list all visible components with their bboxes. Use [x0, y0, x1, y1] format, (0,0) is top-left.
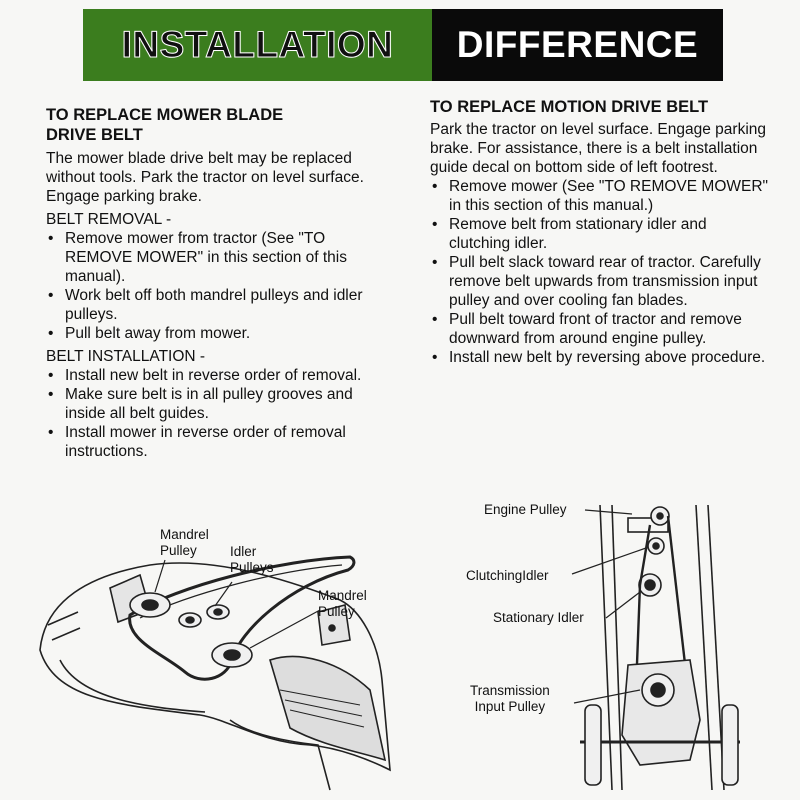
label-line: Pulleys	[230, 560, 274, 575]
label-line: Transmission	[470, 683, 550, 698]
banner-left-text: INSTALLATION	[121, 24, 394, 65]
label-clutching-idler: ClutchingIdler	[466, 568, 549, 583]
section-intro: The mower blade drive belt may be replaced without tools. Park the tractor on level surface. Engage parking brake.	[46, 150, 364, 205]
belt-installation-heading: BELT INSTALLATION -	[46, 348, 206, 365]
section-intro: Park the tractor on level surface. Engage parking brake. For assistance, there is a belt installation guide decal on bottom side of left footrest.	[430, 121, 767, 176]
label-line: Mandrel	[318, 588, 367, 603]
list-item: • Pull belt away from mower.	[46, 324, 396, 343]
label-engine-pulley: Engine Pulley	[484, 502, 567, 517]
label-line: Pulley	[318, 604, 355, 619]
list-item: • Remove belt from stationary idler and clutching idler.	[430, 215, 770, 253]
label-line: Mandrel	[160, 527, 209, 542]
list-item: • Pull belt toward front of tractor and remove downward from around engine pulley.	[430, 310, 770, 348]
section-title-line-2: DRIVE BELT	[46, 126, 143, 144]
list-item: • Remove mower (See "TO REMOVE MOWER" in this section of this manual.)	[430, 177, 770, 215]
label-line: Input Pulley	[474, 699, 546, 714]
banner-right-text: DIFFERENCE	[456, 24, 699, 65]
label-stationary-idler: Stationary Idler	[493, 610, 584, 625]
section-title-line-1: TO REPLACE MOWER BLADE	[46, 106, 284, 124]
list-item: • Install mower in reverse order of removal instructions.	[46, 423, 396, 461]
list-item: • Make sure belt is in all pulley grooves and inside all belt guides.	[46, 385, 396, 423]
list-item: • Pull belt slack toward rear of tractor. Carefully remove belt upwards from transmission input pulley and over cooling fan blades.	[430, 253, 770, 310]
label-transmission-input-pulley	[470, 683, 550, 715]
section-title: TO REPLACE MOTION DRIVE BELT	[430, 98, 709, 116]
list-item: • Install new belt by reversing above procedure.	[430, 348, 770, 367]
list-item: • Work belt off both mandrel pulleys and idler pulleys.	[46, 286, 396, 324]
list-item: • Remove mower from tractor (See "TO REMOVE MOWER" in this section of this manual).	[46, 229, 396, 286]
belt-removal-heading: BELT REMOVAL -	[46, 211, 172, 228]
label-line: Pulley	[160, 543, 197, 558]
label-line: Idler	[230, 544, 257, 559]
list-item: • Install new belt in reverse order of removal.	[46, 366, 396, 385]
